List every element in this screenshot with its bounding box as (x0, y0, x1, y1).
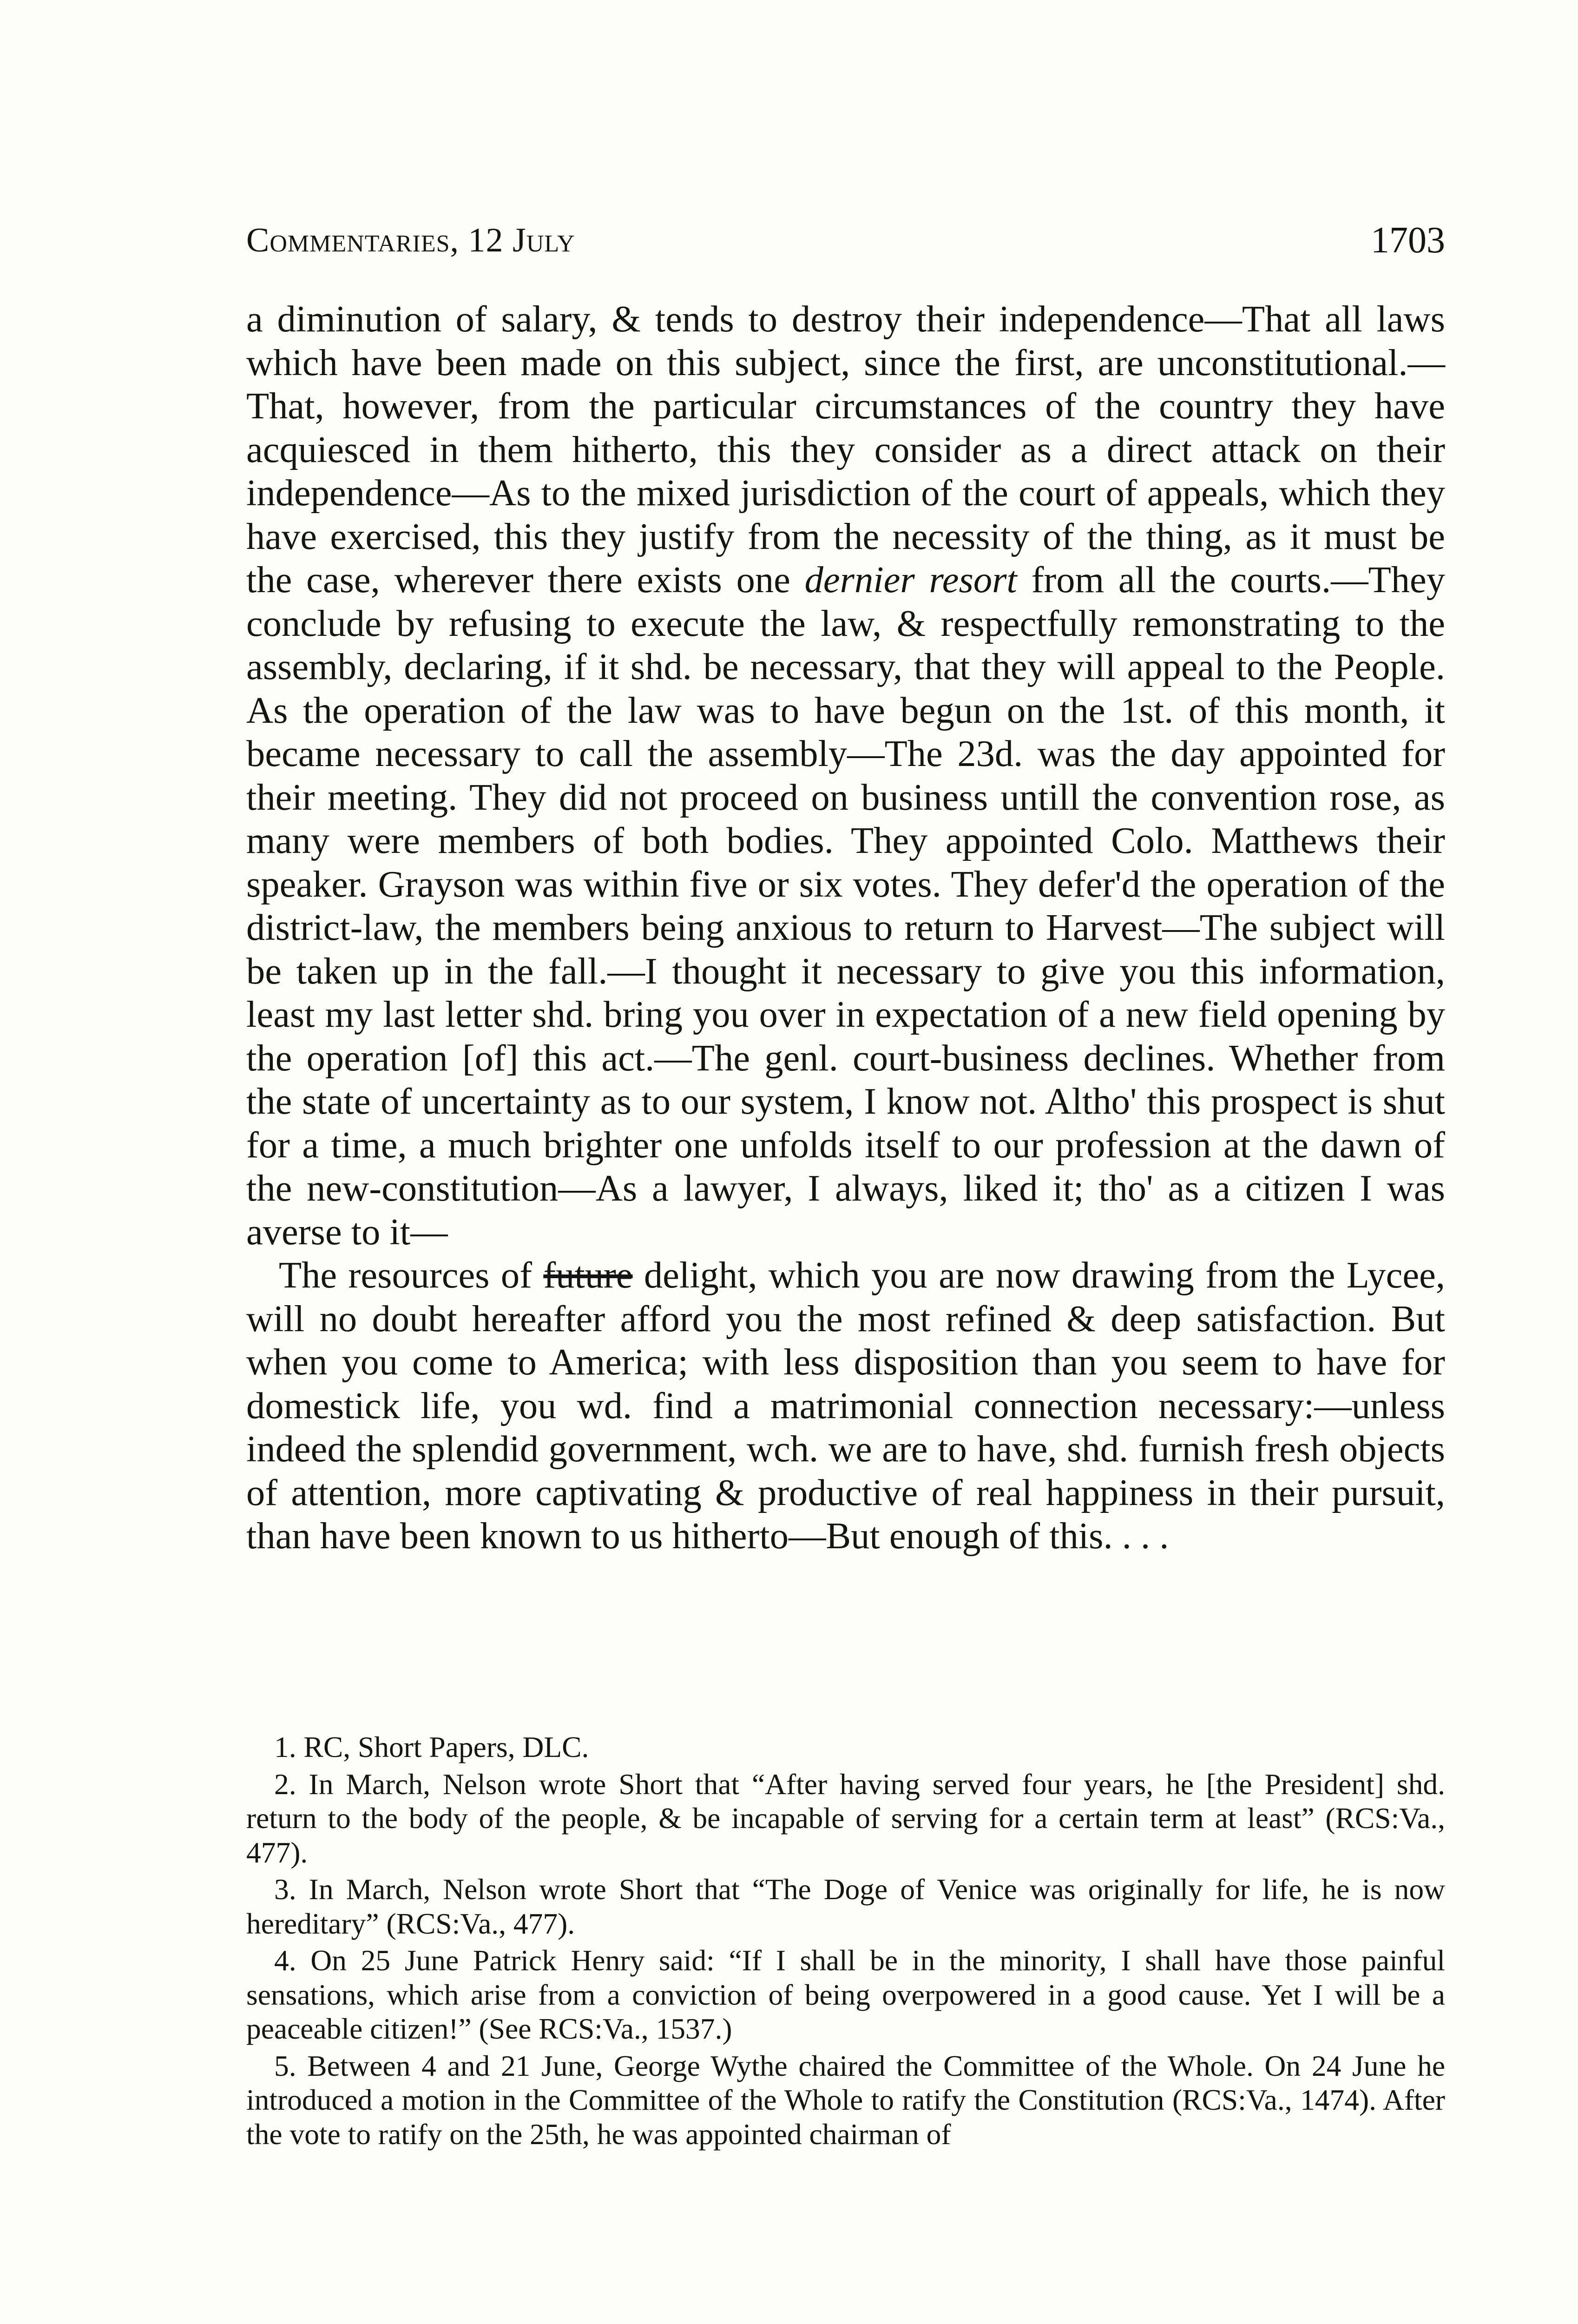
body-paragraph-2 (246, 1254, 1445, 1558)
paragraph-2-text-a: The resources of (279, 1254, 544, 1296)
body-paragraph-1 (246, 297, 1445, 1254)
footnote-3: 3. In March, Nelson wrote Short that “The Doge of Venice was originally for life, he is now hereditary” (RCS:Va., 477). (246, 1873, 1445, 1940)
italic-phrase: dernier resort (804, 559, 1017, 601)
page-number: 1703 (1371, 220, 1445, 261)
running-head (246, 215, 1445, 266)
footnote-2: 2. In March, Nelson wrote Short that “After having served four years, he [the President] shd. return to the body of the people, & be incapable of serving for a certain term at least” (RCS:Va., 477). (246, 1767, 1445, 1869)
footnote-5: 5. Between 4 and 21 June, George Wythe chaired the Committee of the Whole. On 24 June he introduced a motion in the Committee of the Whole to ratify the Constitution (RCS:Va., 1474). After the vote to ratify on the 25th, he was appointed chairman of (246, 2049, 1445, 2151)
paragraph-1-text-a: a diminution of salary, & tends to destroy their independence—That all laws which have been made on this subject, since the first, are unconstitutional.—That, however, from the particular circumstances of the country they have acquiesced in them hitherto, this they consider as a direct attack on their independence—As to the mixed jurisdiction of the court of appeals, which they have exercised, this they justify from the necessity of the thing, as it must be the case, wherever there exists one (246, 298, 1445, 601)
footnotes (246, 1730, 1445, 2154)
running-title-word: Commentaries (246, 221, 450, 259)
footnote-1: 1. RC, Short Papers, DLC. (274, 1730, 589, 1763)
paragraph-1-text-b: from all the courts.—They conclude by refusing to execute the law, & respectfully remonstrating to the assembly, declaring, if it shd. be necessary, that they will appeal to the People. As the operation of the law was to have begun on the 1st. of this month, it became necessary to call the assembly—The 23d. was the day appointed for their meeting. They did not proceed on business untill the convention rose, as many were members of both bodies. They appointed Colo. Matthews their speaker. Grayson was within five or six votes. They defer'd the operation of the district-law, the members being anxious to return to Harvest—The subject will be taken up in the fall.—I thought it necessary to give you this information, least my last letter shd. bring you over in expectation of a new field opening by the operation [of] this act.—The genl. court-business declines. Whether from the state of uncertainty as to our system, I know not. Altho' this prospect is shut for a time, a much brighter one unfolds itself to our profession at the dawn of the new-constitution—As a lawyer, I always, liked it; tho' as a citizen I was averse to it— (246, 559, 1446, 1253)
running-title-date: , 12 July (450, 221, 575, 259)
paragraph-2-text-b: delight, which you are now drawing from the Lycee, will no doubt hereafter afford you the most refined & deep satisfaction. But when you come to America; with less disposition than you seem to have for domestick life, you wd. find a matrimonial connection necessary:—unless indeed the splendid government, wch. we are to have, shd. furnish fresh objects of attention, more captivating & productive of real happiness in their pursuit, than have been known to us hitherto—But enough of this. . . . (246, 1254, 1445, 1557)
letter-body (246, 297, 1445, 1558)
running-title (246, 215, 575, 266)
footnote-4: 4. On 25 June Patrick Henry said: “If I shall be in the minority, I shall have those painful sensations, which arise from a conviction of being overpowered in a good cause. Yet I will be a peaceable citizen!” (See RCS:Va., 1537.) (246, 1944, 1445, 2045)
struck-word: future (543, 1254, 633, 1296)
